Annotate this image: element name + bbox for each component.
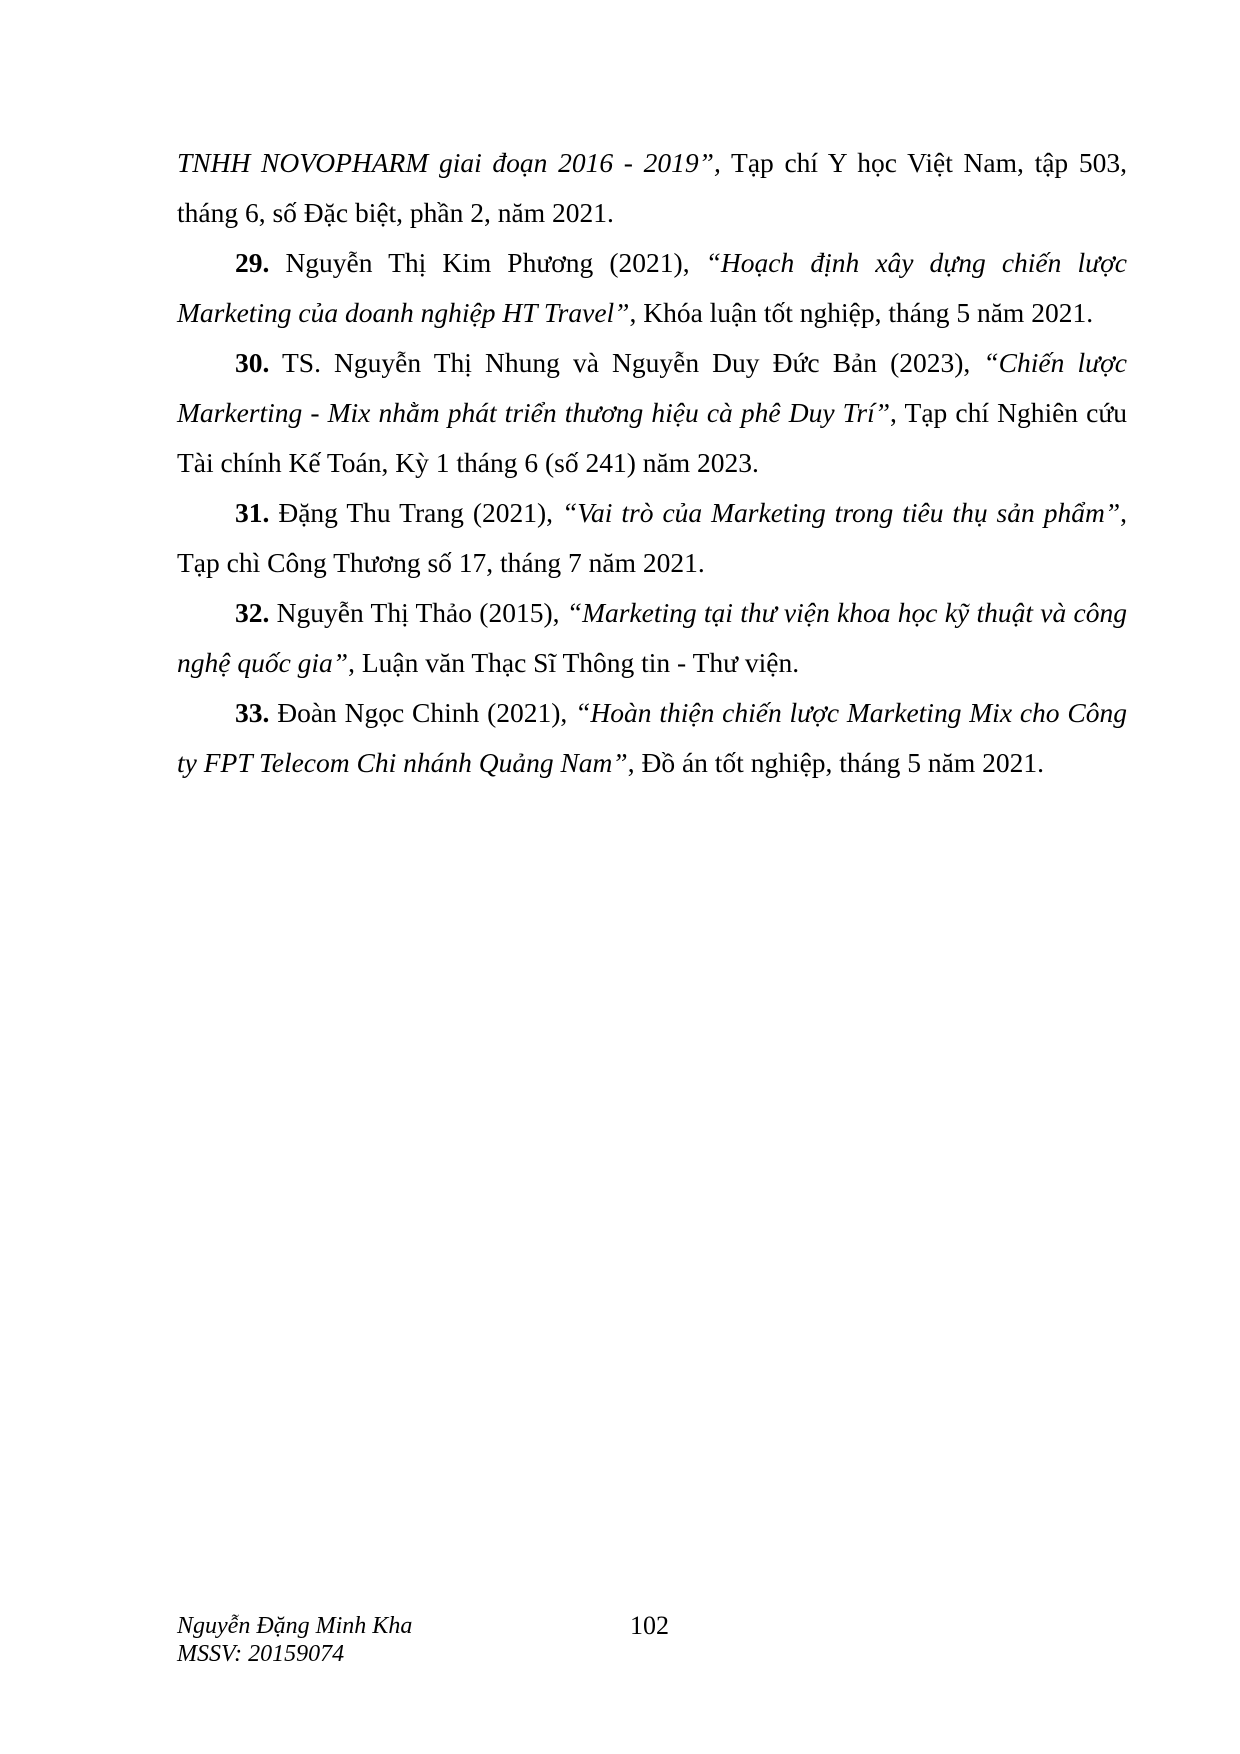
reference-details: , Luận văn Thạc Sĩ Thông tin - Thư viện. — [348, 647, 800, 678]
reference-entry-continued — [177, 138, 1127, 238]
reference-title: “Hoạch định xây dựng chiến lược Marketing của doanh nghiệp HT Travel” — [177, 247, 1127, 328]
reference-title: “Hoàn thiện chiến lược Marketing Mix cho Công ty FPT Telecom Chi nhánh Quảng Nam” — [177, 697, 1127, 778]
reference-entry — [177, 488, 1127, 588]
reference-details: , Đồ án tốt nghiệp, tháng 5 năm 2021. — [627, 747, 1044, 778]
reference-title: “Vai trò của Marketing trong tiêu thụ sản phẩm” — [562, 497, 1121, 528]
page-number: 102 — [630, 1611, 669, 1640]
reference-title: “Marketing tại thư viện khoa học kỹ thuật và công nghệ quốc gia” — [177, 597, 1127, 678]
reference-number: 29. — [235, 247, 270, 278]
reference-authors: TS. Nguyễn Thị Nhung và Nguyễn Duy Đức Bản (2023), — [269, 347, 984, 378]
reference-list — [177, 138, 1127, 788]
reference-number: 30. — [235, 347, 270, 378]
reference-number: 31. — [235, 497, 270, 528]
reference-authors: Đặng Thu Trang (2021), — [269, 497, 562, 528]
reference-details: , Khóa luận tốt nghiệp, tháng 5 năm 2021. — [629, 297, 1094, 328]
footer-student-id: MSSV: 20159074 — [177, 1641, 345, 1667]
footer-author-block — [177, 1612, 412, 1668]
reference-authors: Nguyễn Thị Thảo (2015), — [269, 597, 567, 628]
reference-details: Tạp chí Y học Việt Nam, tập 503, tháng 6, số Đặc biệt, phần 2, năm 2021. — [177, 147, 1127, 228]
reference-details: , Tạp chí Nghiên cứu Tài chính Kế Toán, Kỳ 1 tháng 6 (số 241) năm 2023. — [177, 397, 1128, 478]
reference-entry — [177, 238, 1127, 338]
reference-number: 33. — [235, 697, 270, 728]
reference-entry — [177, 338, 1127, 488]
reference-authors: Nguyễn Thị Kim Phương (2021), — [269, 247, 706, 278]
reference-details: , Tạp chì Công Thương số 17, tháng 7 năm 2021. — [177, 497, 1127, 578]
reference-entry — [177, 588, 1127, 688]
reference-authors: Đoàn Ngọc Chinh (2021), — [269, 697, 576, 728]
reference-number: 32. — [235, 597, 270, 628]
reference-title: TNHH NOVOPHARM giai đoạn 2016 - 2019”, — [177, 147, 721, 178]
reference-entry — [177, 688, 1127, 788]
reference-title: “Chiến lược Markerting - Mix nhằm phát triển thương hiệu cà phê Duy Trí” — [177, 347, 1127, 428]
footer-author-name: Nguyễn Đặng Minh Kha — [177, 1613, 413, 1639]
